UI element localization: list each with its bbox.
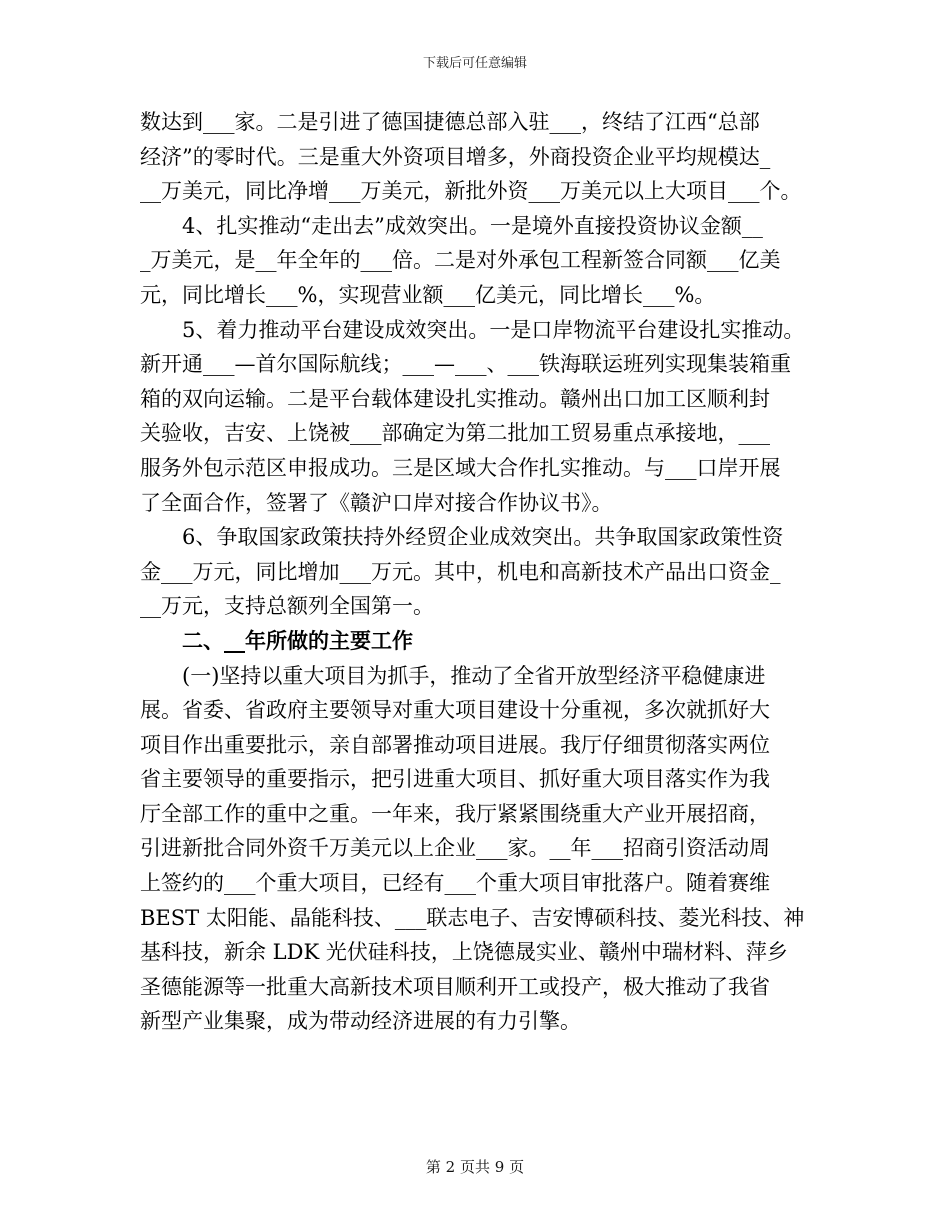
body-line: 新开通___—首尔国际航线；___—___、___铁海联运班列实现集装箱重 (140, 352, 791, 377)
body-line: 省主要领导的重要指示，把引进重大项目、抓好重大项目落实作为我 (140, 767, 770, 792)
paragraph-start: 5、着力推动平台建设成效突出。一是口岸物流平台建设扎实推动。 (182, 317, 805, 342)
body-line: 展。省委、省政府主要领导对重大项目建设十分重视，多次就抓好大 (140, 698, 770, 723)
document-body (140, 105, 820, 1039)
body-line: BEST 太阳能、晶能科技、___联志电子、吉安博硕科技、菱光科技、神 (140, 905, 805, 930)
body-line: 厅全部工作的重中之重。一年来，我厅紧紧围绕重大产业开展招商， (140, 801, 770, 826)
body-line: 元，同比增长___%，实现营业额___亿美元，同比增长___%。 (140, 282, 716, 307)
body-line: __万元，支持总额列全国第一。 (140, 594, 434, 619)
paragraph-start: (一)坚持以重大项目为抓手，推动了全省开放型经济平稳健康进 (182, 663, 766, 688)
body-line: 基科技，新余 LDK 光伏硅科技，上饶德晟实业、赣州中瑞材料、萍乡 (140, 940, 788, 965)
body-line: 上签约的___个重大项目，已经有___个重大项目审批落户。随着赛维 (140, 871, 770, 896)
body-line: 经济”的零时代。三是重大外资项目增多，外商投资企业平均规模达_ (140, 144, 771, 169)
body-line: 圣德能源等一批重大高新技术项目顺利开工或投产，极大推动了我省 (140, 974, 770, 999)
body-line: 服务外包示范区申报成功。三是区域大合作扎实推动。与___口岸开展 (140, 455, 781, 480)
body-line: 项目作出重要批示，亲自部署推动项目进展。我厅仔细贯彻落实两位 (140, 732, 770, 757)
section-heading: 二、__年所做的主要工作 (182, 627, 413, 653)
page-header: 下载后可任意编辑 (422, 56, 527, 71)
page-footer: 第 2 页共 9 页 (425, 1158, 525, 1176)
paragraph-start: 6、争取国家政策扶持外经贸企业成效突出。共争取国家政策性资 (182, 525, 784, 550)
body-line: 数达到___家。二是引进了德国捷德总部入驻___，终结了江西“总部 (140, 110, 760, 134)
body-line: 新型产业集聚，成为带动经济进展的有力引擎。 (140, 1009, 581, 1034)
body-line: 金___万元，同比增加___万元。其中，机电和高新技术产品出口资金_ (140, 559, 781, 584)
body-line: _万美元，是__年全年的___倍。二是对外承包工程新签合同额___亿美 (140, 248, 781, 273)
body-line: 关验收，吉安、上饶被___部确定为第二批加工贸易重点承接地，___ (140, 421, 770, 446)
body-line: 箱的双向运输。二是平台载体建设扎实推动。赣州出口加工区顺利封 (140, 386, 770, 411)
body-line: 了全面合作，签署了《赣沪口岸对接合作协议书》。 (140, 490, 613, 515)
body-line: 引进新批合同外资千万美元以上企业___家。__年___招商引资活动周 (140, 836, 770, 861)
paragraph-start: 4、扎实推动“走出去”成效突出。一是境外直接投资协议金额__ (182, 213, 763, 238)
body-line: __万美元，同比净增___万美元，新批外资___万美元以上大项目___个。 (140, 179, 802, 204)
